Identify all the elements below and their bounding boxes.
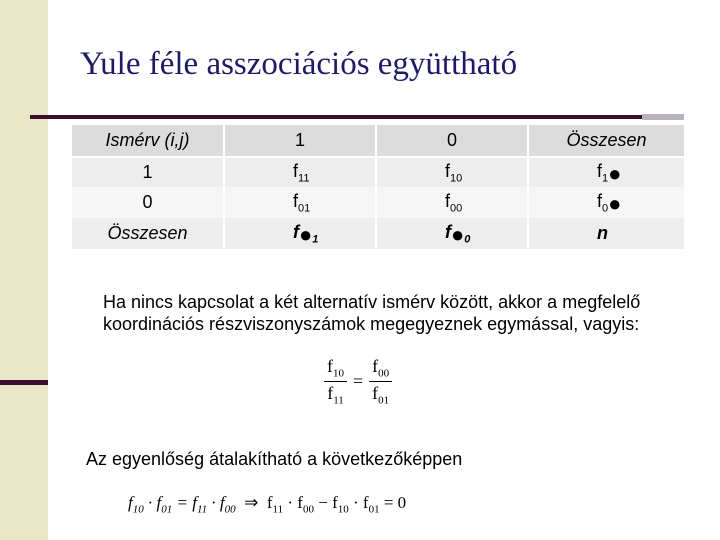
table-cell: $f_{00}$: [375, 187, 527, 218]
dot-symbol: ●: [608, 160, 622, 186]
dot-symbol: ●: [451, 221, 465, 247]
table-cell: $f_{11}$: [223, 156, 375, 187]
row-label: 1: [72, 156, 223, 187]
table-header-row: [72, 125, 684, 156]
formula-lhs: $f_{10} \cdot f_{01} = f_{11} \cdot f_{00}$: [128, 493, 236, 516]
table-row: [72, 187, 684, 218]
header-cell: Összesen: [527, 125, 684, 156]
table-cell: n: [527, 218, 684, 249]
dot-symbol: ●: [608, 190, 622, 216]
slide-title: Yule féle asszociációs együttható: [80, 46, 518, 82]
row-label: 0: [72, 187, 223, 218]
row-label: Összesen: [72, 218, 223, 249]
table-cell: $f_{10}$: [375, 156, 527, 187]
sidebar-accent-bar: [0, 380, 48, 385]
right-fraction: $\frac{f_{00}}{f_{01}}$: [369, 356, 392, 406]
table-cell: $f_1●$: [527, 156, 684, 187]
table-cell: $f●_1$: [223, 218, 375, 249]
ratio-equation: [324, 356, 392, 406]
dot-symbol: ●: [299, 221, 313, 247]
left-fraction: $\frac{f_{10}}{f_{11}}$: [324, 356, 347, 406]
transformed-formula: [128, 493, 406, 515]
header-cell: Ismérv (i,j): [72, 125, 223, 156]
table-cell: $f●_0$: [375, 218, 527, 249]
formula-rhs: $f_{11} \cdot f_{00} - f_{10} \cdot f_{01} = 0$: [266, 493, 407, 516]
table-cell: $f_{01}$: [223, 187, 375, 218]
header-cell: 1: [223, 125, 375, 156]
explanation-paragraph: Ha nincs kapcsolat a két alternatív ismérv között, akkor a megfelelő koordinációs részviszonyszámok megegyeznek egymással, vagyis:: [103, 292, 641, 334]
table-row: [72, 218, 684, 249]
implies-arrow: ⇒: [244, 493, 259, 512]
transformation-text: Az egyenlőség átalakítható a következőképpen: [86, 449, 463, 469]
equals-sign: =: [353, 370, 364, 391]
slide-sidebar: [0, 0, 48, 540]
table-cell: $f_0●$: [527, 187, 684, 218]
header-cell: 0: [375, 125, 527, 156]
table-row: [72, 156, 684, 187]
title-rule: [30, 115, 642, 119]
title-rule-accent: [642, 114, 684, 120]
contingency-table: [72, 125, 684, 249]
